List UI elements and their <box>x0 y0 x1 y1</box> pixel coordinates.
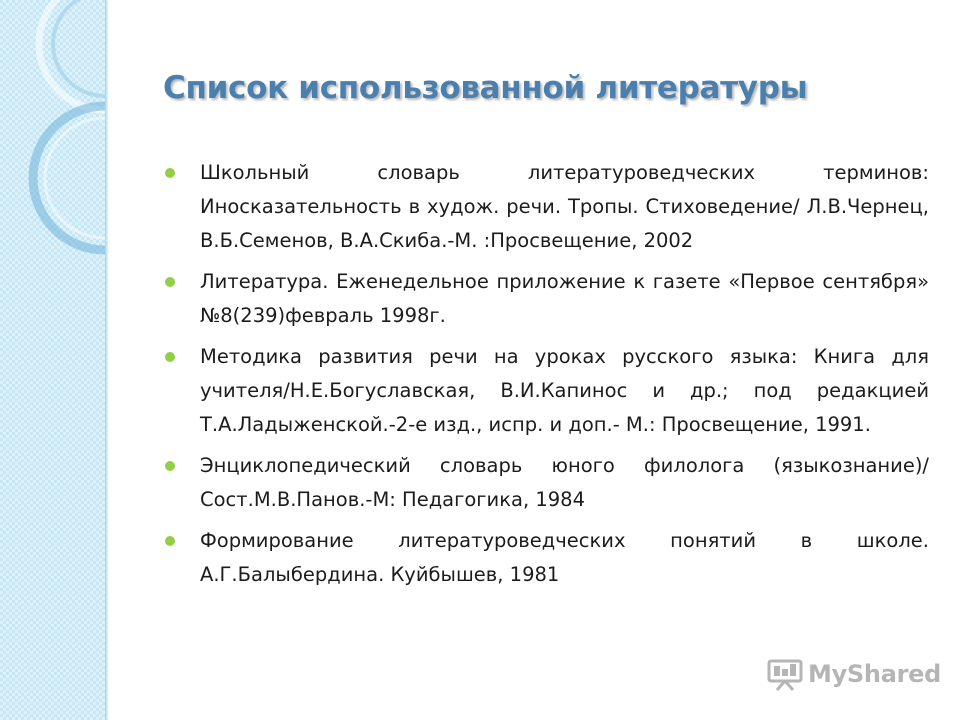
reference-text: Школьный словарь литературоведческих терминов: Иносказательность в худож. речи. Тропы. Стиховедение/ Л.В.Чернец, В.Б.Семенов, В.А.Скиба.-М. :Просвещение, 2002 <box>200 161 929 252</box>
reference-list <box>163 156 929 599</box>
bullet-dot-icon <box>165 352 175 362</box>
bullet-dot-icon <box>165 277 175 287</box>
reference-text: Формирование литературоведческих понятий в школе. А.Г.Балыбердина. Куйбышев, 1981 <box>200 529 929 586</box>
ring-decoration-icon <box>0 0 107 260</box>
reference-item <box>163 449 929 517</box>
bullet-dot-icon <box>165 461 175 471</box>
presentation-board-icon <box>766 657 804 691</box>
reference-item <box>163 265 929 333</box>
reference-text: Методика развития речи на уроках русского языка: Книга для учителя/Н.Е.Богуславская, В.И.Капинос и др.; под редакцией Т.А.Ладыженской.-2-е изд., испр. и доп.- М.: Просвещение, 1991. <box>200 345 929 436</box>
reference-item <box>163 156 929 258</box>
watermark-text: MyShared <box>808 660 941 688</box>
bullet-dot-icon <box>165 536 175 546</box>
bullet-dot-icon <box>165 168 175 178</box>
reference-text: Энциклопедический словарь юного филолога (языкознание)/Сост.М.В.Панов.-М: Педагогика, 1984 <box>200 454 929 511</box>
decorative-side-panel <box>0 0 107 720</box>
reference-item <box>163 524 929 592</box>
side-panel-edge <box>105 0 108 720</box>
reference-item <box>163 340 929 442</box>
slide-title: Список использованной литературы <box>163 70 808 106</box>
watermark <box>766 656 941 692</box>
reference-text: Литература. Еженедельное приложение к газете «Первое сентября» №8(239)февраль 1998г. <box>200 270 929 327</box>
